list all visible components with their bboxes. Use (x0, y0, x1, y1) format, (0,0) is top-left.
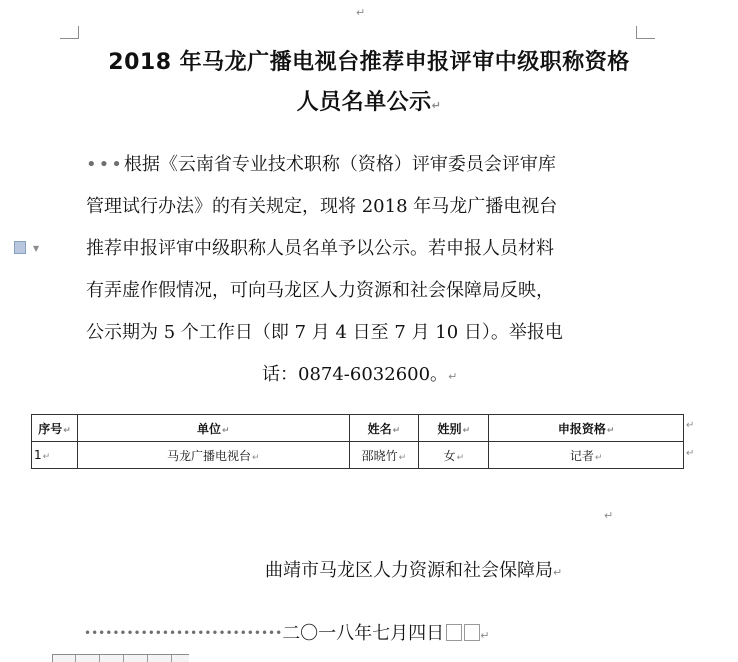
body-line-6 (262, 363, 457, 387)
paragraph-mark: ↵ (553, 566, 563, 579)
paragraph-mark: ↵ (448, 370, 458, 383)
organization-text: 曲靖市马龙区人力资源和社会保障局 (265, 560, 553, 581)
nominee-table (31, 414, 684, 469)
page-corner-mark-left (60, 26, 79, 39)
row-end-mark: ↵ (686, 420, 695, 431)
body-text: 管理试行办法》的有关规定，现将 2018 年马龙广播电视台 (86, 196, 558, 217)
paragraph-mark: ↵ (480, 629, 490, 642)
title-text-2: 人员名单公示 (296, 90, 432, 115)
cell-name: 邵晓竹↵ (349, 442, 419, 469)
body-text: 公示期为 5 个工作日（即 7 月 4 日至 7 月 10 日）。举报电 (86, 322, 563, 343)
placeholder-box (446, 624, 462, 641)
date-text: 二〇一八年七月四日 (282, 623, 445, 644)
cell-gender: 女↵ (419, 442, 489, 469)
placeholder-box (464, 624, 480, 641)
page-corner-mark-right (636, 26, 655, 39)
cell-qualification: 记者↵ (489, 442, 684, 469)
signature-organization (265, 559, 562, 583)
table-header-row (32, 415, 684, 442)
body-line-5 (86, 321, 563, 345)
cell-unit: 马龙广播电视台↵ (77, 442, 349, 469)
signature-date-line (84, 621, 489, 646)
document-title-line-2 (0, 88, 738, 118)
paragraph-mark: ↵ (431, 99, 442, 112)
body-text: 推荐申报评审中级职称人员名单予以公示。若申报人员材料 (86, 238, 554, 259)
header-cell-unit: 单位↵ (77, 415, 349, 442)
header-cell-qualification: 申报资格↵ (489, 415, 684, 442)
body-line-4 (86, 279, 554, 303)
indent-dots: ••• (86, 154, 124, 175)
header-cell-gender: 姓别↵ (419, 415, 489, 442)
body-line-1 (86, 153, 556, 177)
table-row (32, 442, 684, 469)
title-text-1: 2018 年马龙广播电视台推荐申报评审中级职称资格 (108, 50, 630, 75)
paragraph-mark: ↵ (604, 509, 614, 522)
body-text: 有弄虚作假情况，可向马龙区人力资源和社会保障局反映， (86, 280, 554, 301)
cell-index: 1↵ (32, 442, 78, 469)
body-text: 根据《云南省专业技术职称（资格）评审委员会评审库 (123, 154, 556, 175)
document-title-line-1 (0, 48, 738, 78)
header-cell-name: 姓名↵ (349, 415, 419, 442)
header-cell-index: 序号↵ (32, 415, 78, 442)
date-indent-dots: •••••••••••••••••••••••••••• (84, 626, 283, 640)
body-line-2 (86, 195, 557, 219)
paragraph-options-icon[interactable] (14, 241, 26, 254)
body-line-3 (86, 237, 554, 261)
dropdown-arrow-icon[interactable]: ▼ (33, 244, 40, 253)
paragraph-mark: ↵ (356, 6, 366, 19)
row-end-mark: ↵ (686, 448, 695, 459)
body-text: 话：0874-6032600。 (262, 364, 449, 385)
